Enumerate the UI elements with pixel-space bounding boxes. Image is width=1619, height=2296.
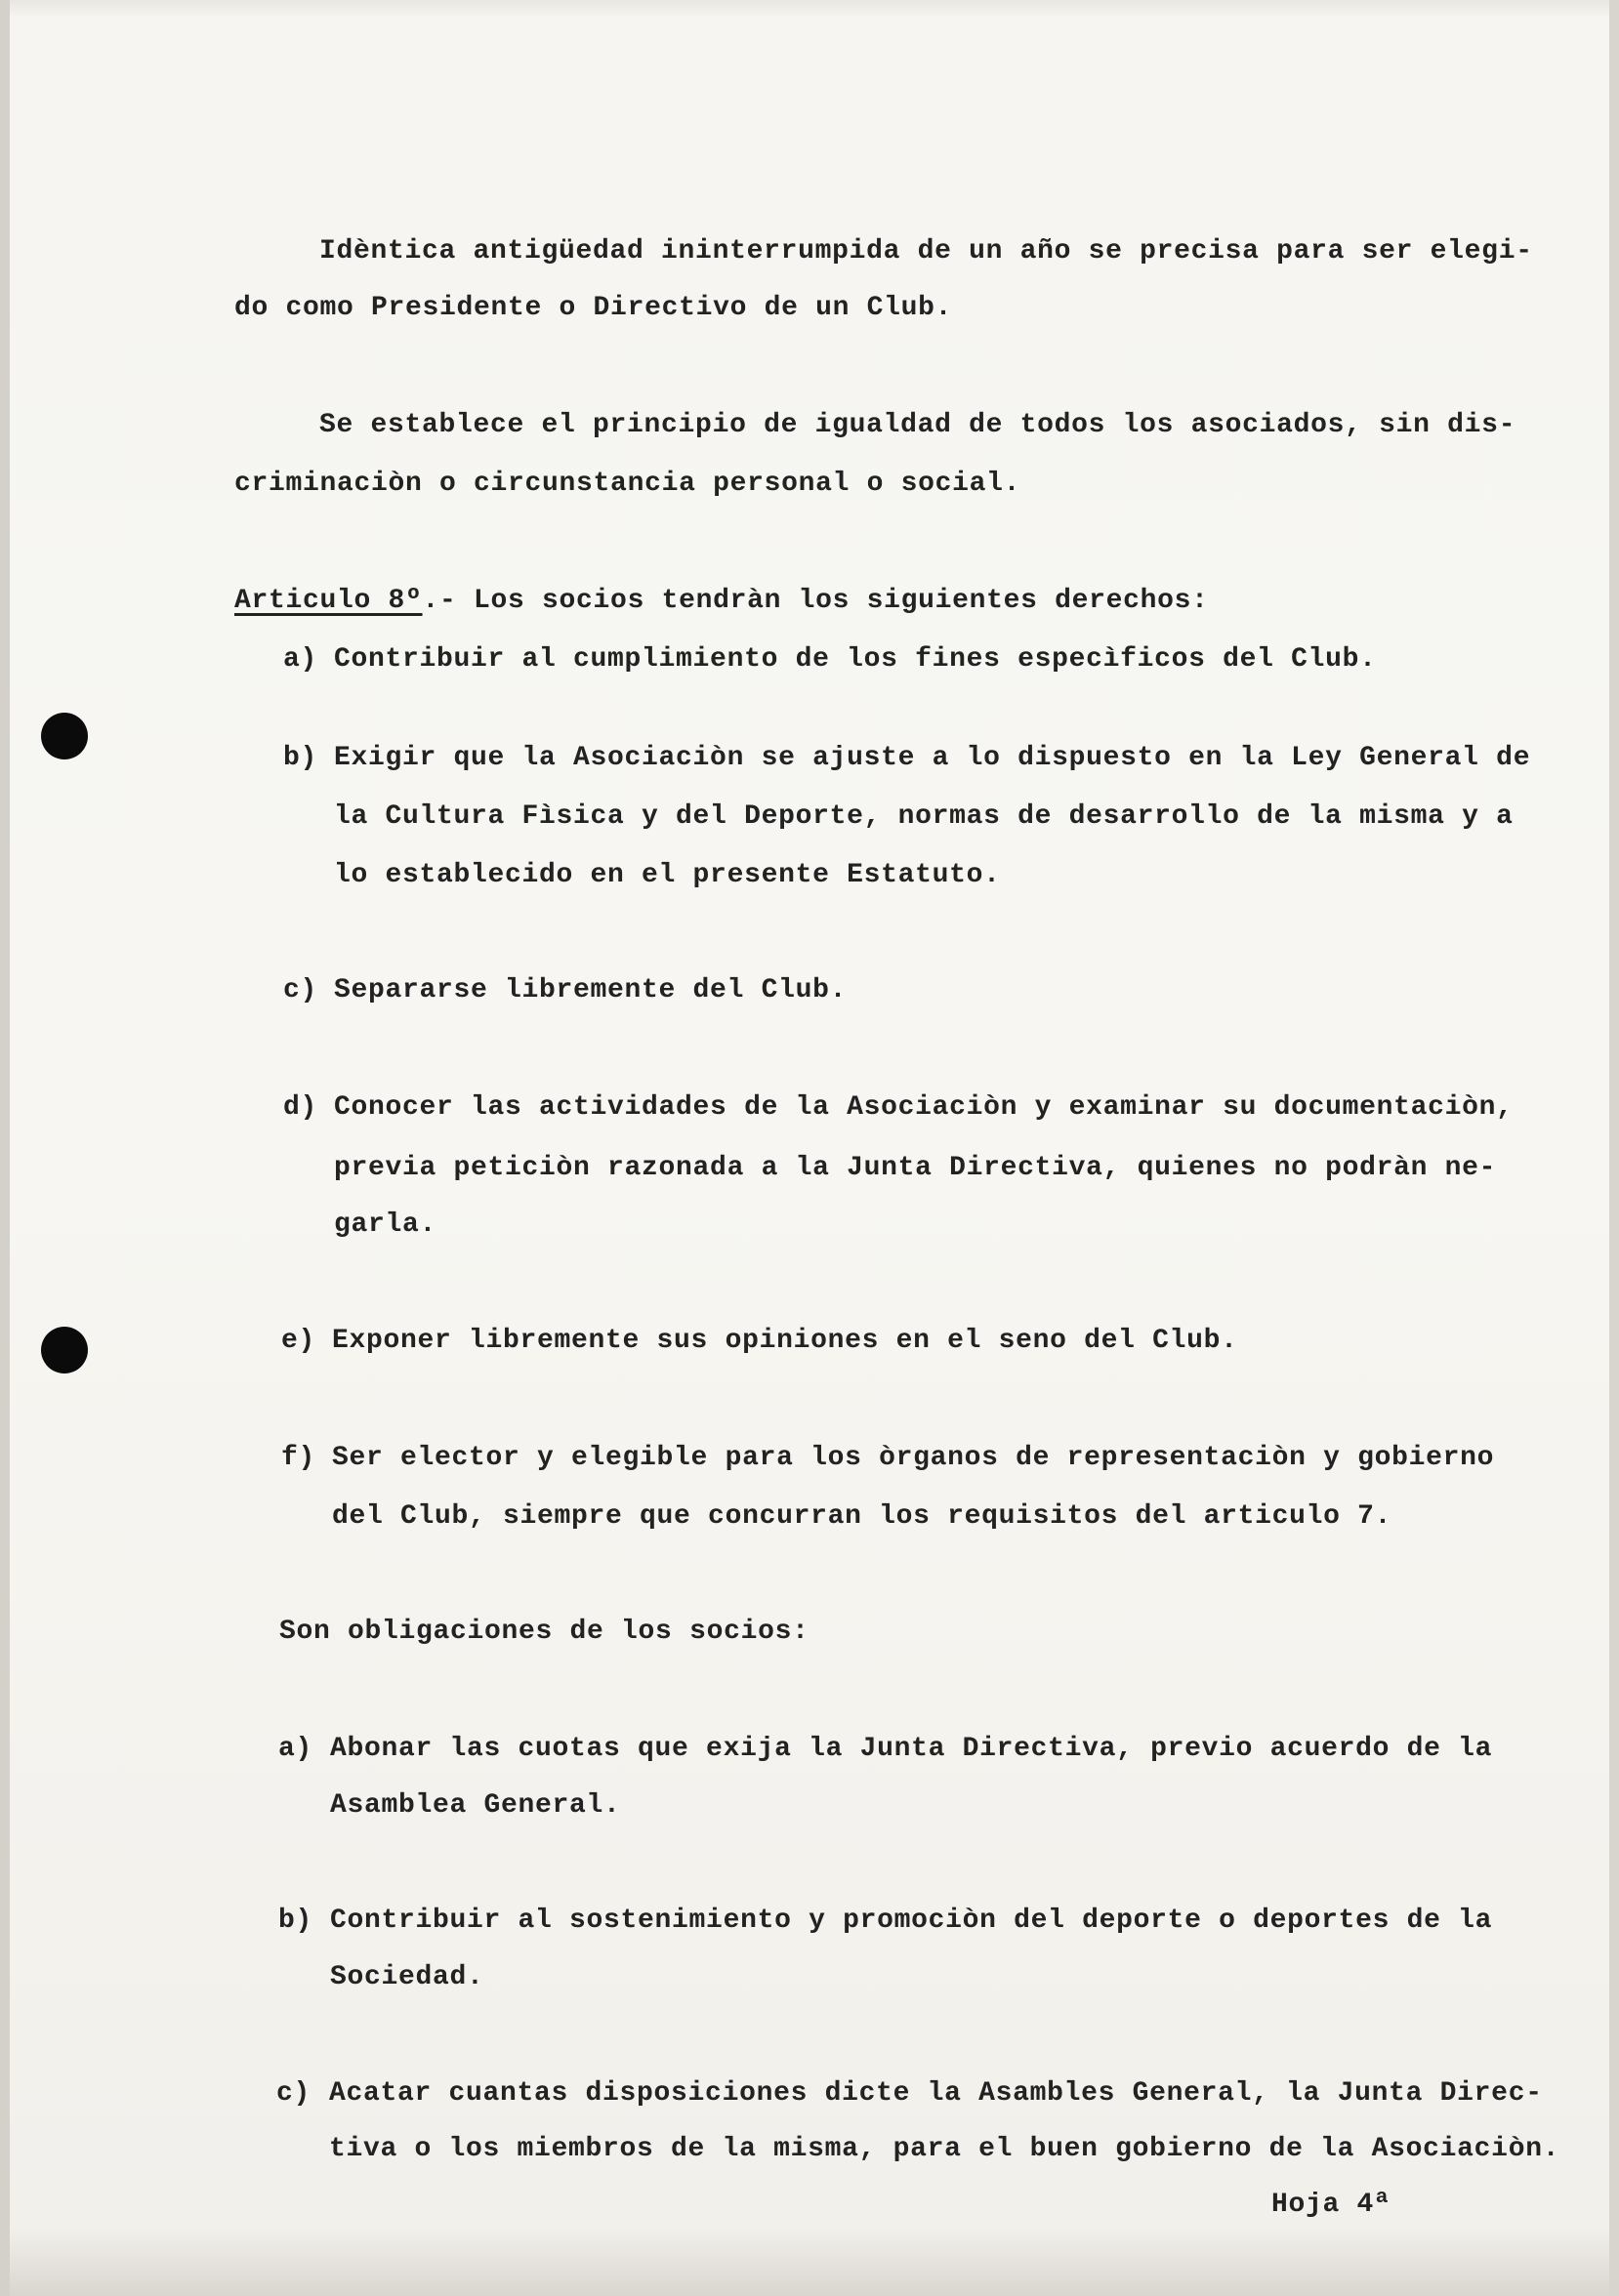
list-label: e) bbox=[281, 1326, 316, 1356]
list-item-line: tiva o los miembros de la misma, para el buen gobierno de la Asociaciòn. bbox=[329, 2134, 1560, 2164]
list-item-line: del Club, siempre que concurran los requisitos del articulo 7. bbox=[332, 1501, 1392, 1532]
list-label: d) bbox=[283, 1092, 318, 1123]
page-edge bbox=[1609, 0, 1619, 2296]
list-item-line: Ser elector y elegible para los òrganos de representaciòn y gobierno bbox=[332, 1443, 1495, 1473]
list-item-line: previa peticiòn razonada a la Junta Directiva, quienes no podràn ne- bbox=[334, 1153, 1497, 1183]
list-item-line: Conocer las actividades de la Asociaciòn y examinar su documentaciòn, bbox=[334, 1092, 1514, 1123]
list-label: c) bbox=[283, 975, 318, 1005]
list-label: a) bbox=[278, 1734, 313, 1764]
list-item-line: Sociedad. bbox=[330, 1962, 484, 1992]
paragraph-line: Se establece el principio de igualdad de todos los asociados, sin dis- bbox=[319, 410, 1516, 440]
page-number: Hoja 4ª bbox=[1271, 2190, 1391, 2220]
list-label: f) bbox=[281, 1443, 316, 1473]
article-heading-suffix: .- Los socios tendràn los siguientes derechos: bbox=[422, 586, 1209, 616]
list-label: a) bbox=[283, 644, 318, 675]
list-item-line: Exponer libremente sus opiniones en el seno del Club. bbox=[332, 1326, 1238, 1356]
page-edge bbox=[0, 0, 10, 2296]
list-item-line: Exigir que la Asociaciòn se ajuste a lo dispuesto en la Ley General de bbox=[334, 743, 1531, 773]
list-item-line: lo establecido en el presente Estatuto. bbox=[334, 860, 1001, 890]
punch-hole bbox=[41, 713, 88, 759]
paragraph-line: do como Presidente o Directivo de un Club. bbox=[234, 293, 953, 323]
list-item-line: Contribuir al cumplimiento de los fines especìficos del Club. bbox=[334, 644, 1377, 675]
article-heading-line bbox=[234, 582, 1209, 621]
list-label: b) bbox=[283, 743, 318, 773]
list-item-line: Separarse libremente del Club. bbox=[334, 975, 848, 1005]
list-label: b) bbox=[278, 1906, 313, 1936]
list-item-line: Asamblea General. bbox=[330, 1790, 621, 1821]
paragraph-line: Idèntica antigüedad ininterrumpida de un año se precisa para ser elegi- bbox=[319, 236, 1533, 266]
list-item-line: la Cultura Fìsica y del Deporte, normas de desarrollo de la misma y a bbox=[334, 801, 1514, 832]
list-item-line: Acatar cuantas disposiciones dicte la Asambles General, la Junta Direc- bbox=[329, 2078, 1543, 2109]
paragraph-line: criminaciòn o circunstancia personal o social. bbox=[234, 469, 1021, 499]
list-item-line: Abonar las cuotas que exija la Junta Directiva, previo acuerdo de la bbox=[330, 1734, 1493, 1764]
list-item-line: garla. bbox=[334, 1210, 437, 1240]
article-heading: Articulo 8º bbox=[234, 586, 423, 616]
obligations-heading: Son obligaciones de los socios: bbox=[279, 1617, 810, 1647]
list-label: c) bbox=[276, 2078, 311, 2109]
punch-hole bbox=[41, 1327, 88, 1374]
list-item-line: Contribuir al sostenimiento y promociòn del deporte o deportes de la bbox=[330, 1906, 1493, 1936]
